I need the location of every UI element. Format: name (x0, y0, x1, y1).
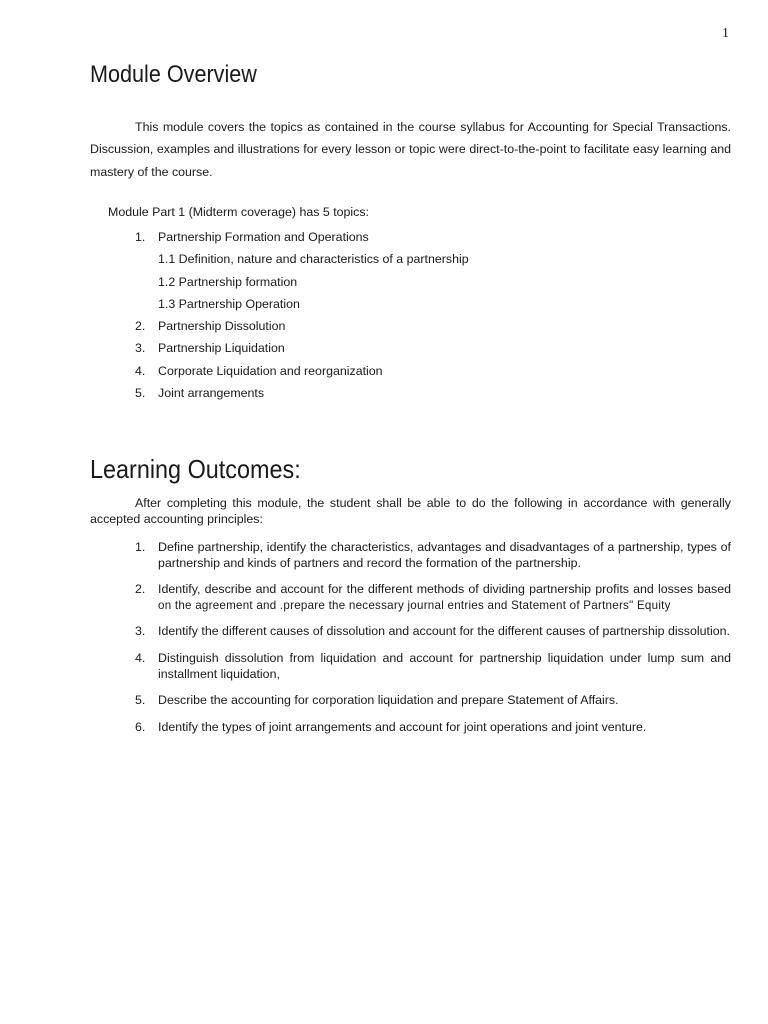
topic-number: 4. (135, 363, 146, 378)
outcome-item (135, 651, 731, 682)
topic-number: 3. (135, 341, 146, 356)
outcome-text: Distinguish dissolution from liquidation and account for partnership liquidation under lump sum and installment liquidation, (158, 651, 731, 681)
outcome-text: Describe the accounting for corporation liquidation and prepare Statement of Affairs. (158, 693, 619, 707)
module-part-label: Module Part 1 (Midterm coverage) has 5 topics: (108, 205, 370, 219)
topic-label: Joint arrangements (158, 386, 265, 401)
outcome-number: 4. (135, 651, 146, 665)
topic-label: Partnership Dissolution (158, 319, 286, 334)
subtopic-label: 1.2 Partnership formation (158, 274, 298, 289)
learning-outcomes-heading: Learning Outcomes: (90, 454, 301, 484)
outcome-number: 5. (135, 693, 146, 707)
topic-number: 5. (135, 386, 146, 401)
topic-item (135, 361, 469, 383)
outcomes-intro: After completing this module, the student shall be able to do the following in accordance with generally accepted accounting principles: (90, 496, 731, 526)
outcome-item (135, 540, 731, 571)
outcome-number: 3. (135, 624, 146, 638)
subtopic-label: 1.3 Partnership Operation (158, 296, 300, 311)
subtopic-label: 1.1 Definition, nature and characteristics of a partnership (158, 252, 469, 267)
topic-label: Partnership Formation and Operations (158, 230, 369, 244)
topic-item (135, 338, 469, 360)
topic-number: 2. (135, 319, 146, 334)
outcome-number: 6. (135, 720, 146, 734)
subtopic-item (135, 272, 469, 294)
outcome-item (135, 693, 731, 709)
outcome-text: Identify the different causes of dissolution and account for the different causes of partnership dissolution. (158, 624, 730, 638)
subtopic-item (135, 249, 469, 271)
page-number: 1 (722, 26, 729, 41)
topic-label: Corporate Liquidation and reorganization (158, 363, 383, 378)
topic-label: Partnership Liquidation (158, 341, 285, 356)
subtopic-item (135, 294, 469, 316)
topic-item (135, 316, 469, 338)
outcome-text-line2: on the agreement and .prepare the necessary journal entries and Statement of Partners" Equity (158, 598, 671, 612)
outcome-item (135, 582, 731, 613)
topic-item (135, 227, 469, 249)
outcome-text: Identify the types of joint arrangements and account for joint operations and joint venture. (158, 720, 647, 734)
outcome-number: 2. (135, 582, 146, 596)
outcome-text-line1: Identify, describe and account for the different methods of dividing partnership profits and losses based (158, 582, 731, 596)
topic-number: 1. (135, 230, 146, 244)
outcome-item (135, 624, 731, 640)
module-overview-heading: Module Overview (90, 61, 257, 88)
topics-list (135, 227, 469, 405)
overview-paragraph: This module covers the topics as contained in the course syllabus for Accounting for Special Transactions. Discussion, examples and illustrations for every lesson or topic were direct-to-the-point to facilitate easy learning and mastery of the course. (90, 120, 731, 179)
outcome-number: 1. (135, 540, 146, 554)
topic-item (135, 383, 469, 405)
outcome-item (135, 720, 731, 736)
outcome-text: Define partnership, identify the characteristics, advantages and disadvantages of a partnership, types of partnership and kinds of partners and record the formation of the partnership. (158, 540, 731, 570)
